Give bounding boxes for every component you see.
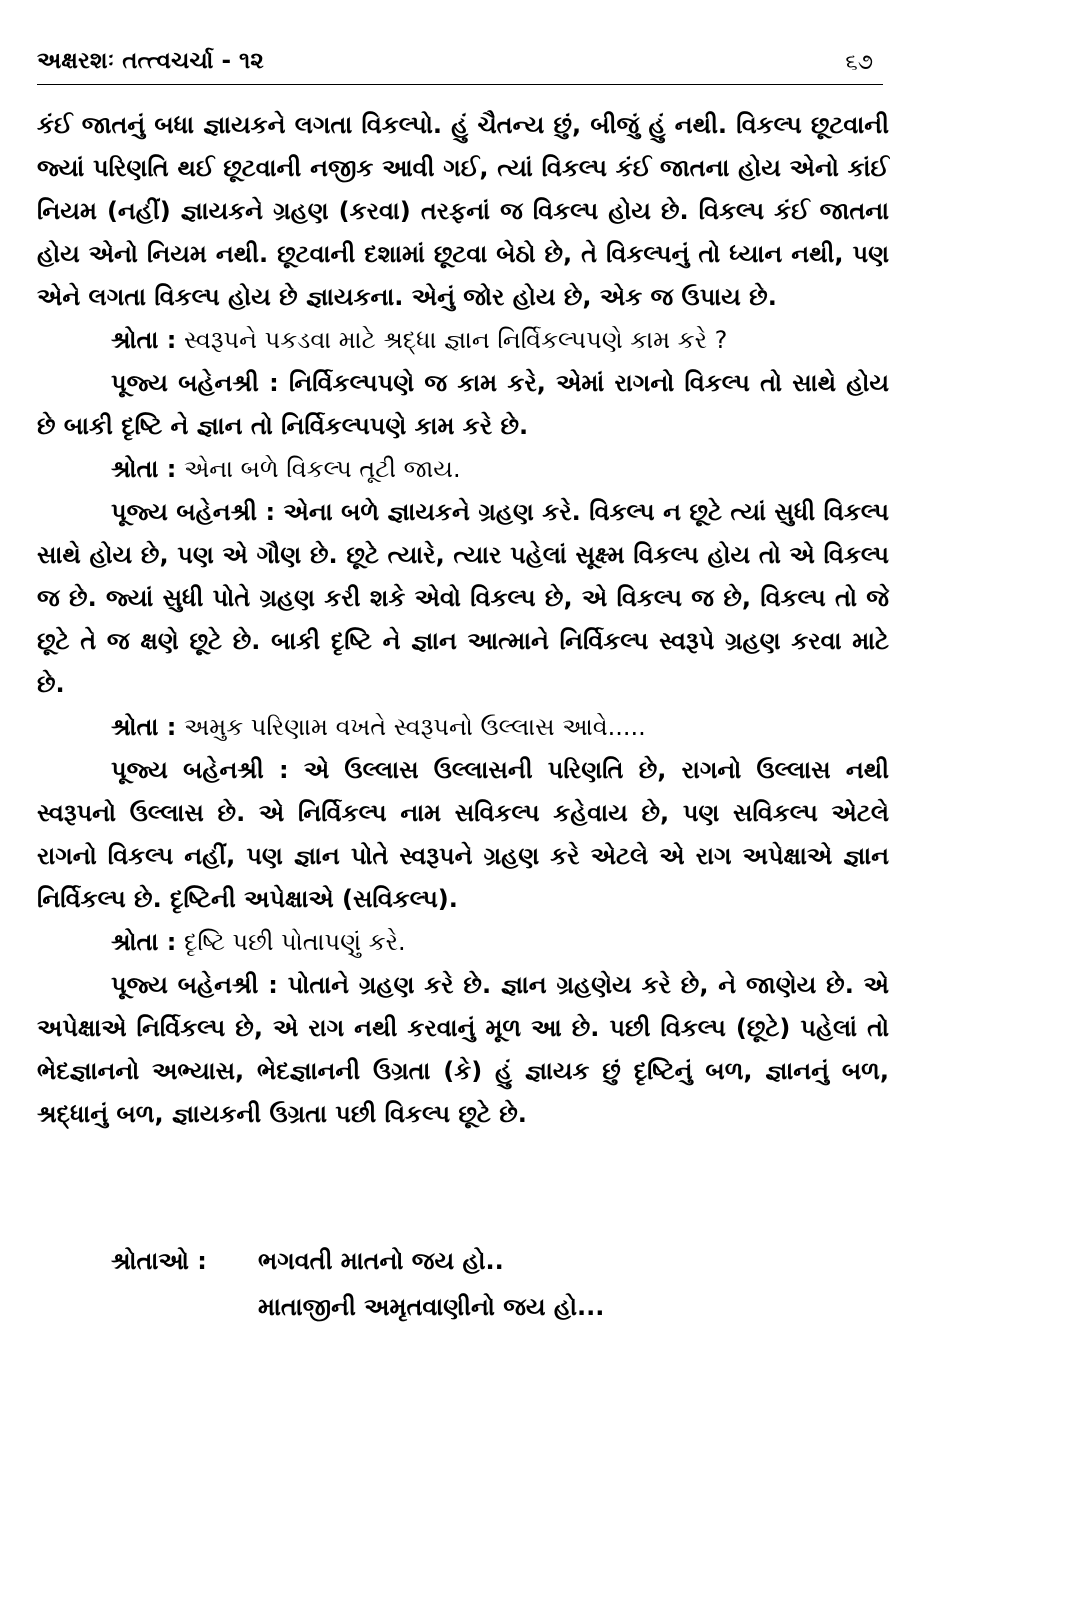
speaker-label: પૂજ્ય બહેનશ્રી : [111,971,278,999]
page-header [37,46,883,85]
paragraph-text: કંઈ જાતનું બધા જ્ઞાયકને લગતા વિકલ્પો. હું ચૈતન્ય છું, બીજું હું નથી. વિકલ્પ છૂટવાની જ્યાં પરિણતિ થઈ છૂટવાની નજીક આવી ગઈ, ત્યાં વિકલ્પ કંઈ જાતના હોય એનો કાંઈ નિયમ (નહીં) જ્ઞાયકને ગ્રહણ (કરવા) તરફનાં જ વિકલ્પ હોય છે. વિકલ્પ કંઈ જાતના હોય એનો નિયમ નથી. છૂટવાની દશામાં છૂટવા બેઠો છે, તે વિકલ્પનું તો ધ્યાન નથી, પણ એને લગતા વિકલ્પ હોય છે જ્ઞાયકના. એનું જોર હોય છે, એક જ ઉપાય છે. [37,111,889,311]
speaker-label: પૂજ્ય બહેનશ્રી : [111,498,276,526]
paragraph-text: પોતાને ગ્રહણ કરે છે. જ્ઞાન ગ્રહણેય કરે છે, ને જાણેય છે. એ અપેક્ષાએ નિર્વિકલ્પ છે, એ રાગ નથી કરવાનું મૂળ આ છે. પછી વિકલ્પ (છૂટે) પહેલાં તો ભેદજ્ઞાનનો અભ્યાસ, ભેદજ્ઞાનની ઉગ્રતા (કે) હું જ્ઞાયક છું દૃષ્ટિનું બળ, જ્ઞાનનું બળ, શ્રદ્ધાનું બળ, જ્ઞાયકની ઉગ્રતા પછી વિકલ્પ છૂટે છે. [37,971,889,1128]
running-title: અક્ષરશઃ તત્ત્વચર્ચા - ૧૨ [37,48,264,74]
question-paragraph [37,706,889,749]
paragraph-text: દૃષ્ટિ પછી પોતાપણું કરે. [176,928,406,956]
speaker-label: શ્રોતા : [111,713,177,741]
speaker-label: પૂજ્ય બહેનશ્રી : [111,756,289,784]
paragraph-text: અમુક પરિણામ વખતે સ્વરૂપનો ઉલ્લાસ આવે..... [176,713,646,741]
closing-line: માતાજીની અમૃતવાણીનો જય હો... [258,1293,605,1321]
paragraph-text: એના બળે વિકલ્પ તૂટી જાય. [176,455,461,483]
speaker-label: શ્રોતા : [111,326,177,354]
body-text [37,104,889,1136]
answer-paragraph [37,362,889,448]
closing-spacer [111,1284,258,1330]
paragraph [37,104,889,319]
question-paragraph [37,448,889,491]
speaker-label: પૂજ્ય બહેનશ્રી : [111,369,279,397]
paragraph-text: સ્વરૂપને પકડવા માટે શ્રદ્ધા જ્ઞાન નિર્વિકલ્પપણે કામ કરે ? [176,326,728,354]
answer-paragraph [37,749,889,921]
closing-speaker-label: શ્રોતાઓ : [111,1247,207,1275]
closing-line: ભગવતી માતનો જય હો.. [258,1247,504,1275]
speaker-label: શ્રોતા : [111,455,177,483]
paragraph-text: એના બળે જ્ઞાયકને ગ્રહણ કરે. વિકલ્પ ન છૂટે ત્યાં સુધી વિકલ્પ સાથે હોય છે, પણ એ ગૌણ છે. છૂટે ત્યારે, ત્યાર પહેલાં સૂક્ષ્મ વિકલ્પ હોય તો એ વિકલ્પ જ છે. જ્યાં સુધી પોતે ગ્રહણ કરી શકે એવો વિકલ્પ છે, એ વિકલ્પ જ છે, વિકલ્પ તો જે છૂટે તે જ ક્ષણે છૂટે છે. બાકી દૃષ્ટિ ને જ્ઞાન આત્માને નિર્વિકલ્પ સ્વરૂપે ગ્રહણ કરવા માટે છે. [37,498,889,698]
closing-row [111,1284,811,1330]
question-paragraph [37,921,889,964]
answer-paragraph [37,491,889,706]
question-paragraph [37,319,889,362]
closing-row [111,1238,811,1284]
speaker-label: શ્રોતા : [111,928,177,956]
paragraph-text: એ ઉલ્લાસ ઉલ્લાસની પરિણતિ છે, રાગનો ઉલ્લાસ નથી સ્વરૂપનો ઉલ્લાસ છે. એ નિર્વિકલ્પ નામ સવિકલ્પ કહેવાય છે, પણ સવિકલ્પ એટલે રાગનો વિકલ્પ નહીં, પણ જ્ઞાન પોતે સ્વરૂપને ગ્રહણ કરે એટલે એ રાગ અપેક્ષાએ જ્ઞાન નિર્વિકલ્પ છે. દૃષ્ટિની અપેક્ષાએ (સવિકલ્પ). [37,756,889,913]
closing-chant [111,1238,811,1330]
page-number: ૬૭ [845,50,873,75]
answer-paragraph [37,964,889,1136]
paragraph-text: નિર્વિકલ્પપણે જ કામ કરે, એમાં રાગનો વિકલ્પ તો સાથે હોય છે બાકી દૃષ્ટિ ને જ્ઞાન તો નિર્વિકલ્પપણે કામ કરે છે. [37,369,889,440]
